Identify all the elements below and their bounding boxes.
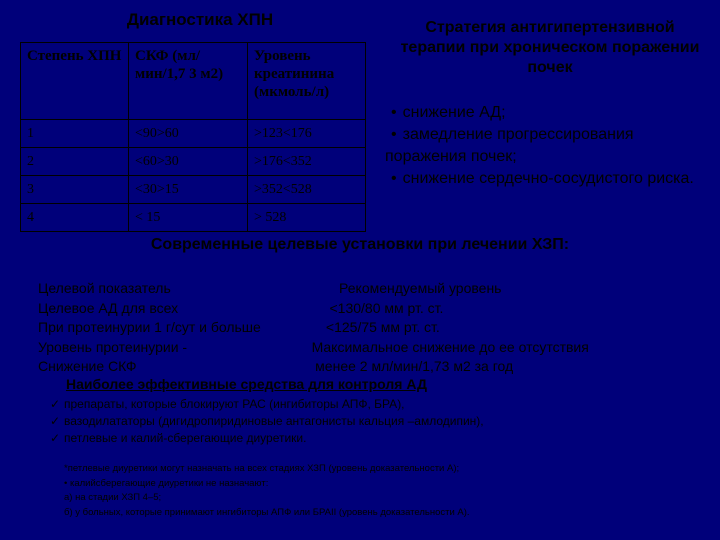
- table-cell: >123<176: [248, 120, 366, 148]
- table-header-cell: СКФ (мл/мин/1,7 3 м2): [129, 43, 248, 120]
- footnotes: [64, 462, 704, 520]
- bullet-text: замедление прогрессирования поражения почек;: [385, 126, 634, 165]
- table-cell: 4: [21, 204, 129, 232]
- checkmark-icon: ✓: [50, 431, 61, 445]
- checkmark-icon: ✓: [50, 397, 61, 411]
- check-item: [50, 430, 710, 447]
- targets-indicator: Целевое АД для всех: [38, 299, 179, 316]
- targets-header-row: [38, 279, 708, 299]
- bullet-text: снижение сердечно-сосудистого риска.: [402, 170, 694, 187]
- checkmark-icon: ✓: [50, 414, 61, 428]
- effective-means-list: [50, 396, 710, 447]
- table-cell: 1: [21, 120, 129, 148]
- bullet-text: снижение АД;: [402, 104, 506, 121]
- targets-row: [38, 357, 708, 377]
- targets-table: [38, 279, 708, 377]
- targets-level: <130/80 мм рт. ст.: [329, 299, 444, 316]
- table-cell: >352<528: [248, 176, 366, 204]
- targets-header-level: Рекомендуемый уровень: [339, 280, 502, 296]
- targets-indicator: Уровень протеинурии -: [38, 338, 188, 355]
- targets-indicator: При протеинурии 1 г/сут и больше: [38, 319, 261, 335]
- targets-indicator: Снижение СКФ: [38, 358, 137, 374]
- targets-row: [38, 299, 708, 319]
- bullet-item: [385, 102, 705, 124]
- strategy-bullet-list: [385, 102, 705, 190]
- check-item: [50, 396, 710, 413]
- footnote-line: б) у больных, которые принимают ингибиторы АПФ или БРАII (уровень доказательности А).: [64, 506, 470, 518]
- table-row: [21, 176, 366, 204]
- table-cell: >176<352: [248, 148, 366, 176]
- table-header-cell: Степень ХПН: [21, 43, 129, 120]
- targets-level: <125/75 мм рт. ст.: [325, 319, 440, 335]
- table-row: [21, 204, 366, 232]
- effective-means-title: Наиболее эффективные средства для контроля АД: [66, 376, 427, 392]
- table-cell: < 15: [129, 204, 248, 232]
- bullet-item: [385, 124, 705, 168]
- table-cell: 3: [21, 176, 129, 204]
- table-cell: <90>60: [129, 120, 248, 148]
- strategy-title: Стратегия антигипертензивной терапии при хроническом поражении почек: [400, 19, 700, 76]
- check-text: вазодилататоры (дигидропиридиновые антагонисты кальция –амлодипин),: [64, 414, 484, 428]
- check-text: петлевые и калий-сберегающие диуретики.: [64, 431, 307, 445]
- targets-level: менее 2 мл/мин/1,73 м2 за год: [315, 358, 514, 374]
- footnote-line: *петлевые диуретики могут назначать на всех стадиях ХЗП (уровень доказательности А);: [64, 463, 460, 474]
- table-cell: 2: [21, 148, 129, 176]
- bullet-dot-icon: •: [391, 170, 397, 187]
- table-cell: <30>15: [129, 176, 248, 204]
- targets-header-indicator: Целевой показатель: [38, 280, 171, 296]
- table-row: [21, 148, 366, 176]
- bullet-item: [385, 168, 705, 190]
- table-cell: > 528: [248, 204, 366, 232]
- table-row: [21, 120, 366, 148]
- diagnostics-title: Диагностика ХПН: [126, 10, 274, 29]
- footnote-line: • калийсберегающие диуретики не назначают:: [64, 477, 269, 489]
- footnote-line: а) на стадии ХЗП 4–5;: [64, 492, 162, 503]
- targets-row: [38, 318, 708, 338]
- targets-row: [38, 338, 708, 358]
- table-header-row: [21, 43, 366, 120]
- table-header-cell: Уровень креатинина (мкмоль/л): [248, 43, 366, 120]
- targets-subheading: Современные целевые установки при лечении ХЗП:: [150, 236, 570, 253]
- check-item: [50, 413, 710, 430]
- targets-level: Максимальное снижение до ее отсутствия: [311, 338, 589, 355]
- table-cell: <60>30: [129, 148, 248, 176]
- bullet-dot-icon: •: [391, 104, 397, 121]
- bullet-dot-icon: •: [391, 126, 397, 143]
- ckd-stage-table: [20, 42, 366, 232]
- check-text: препараты, которые блокируют РАС (ингибиторы АПФ, БРА),: [64, 397, 405, 411]
